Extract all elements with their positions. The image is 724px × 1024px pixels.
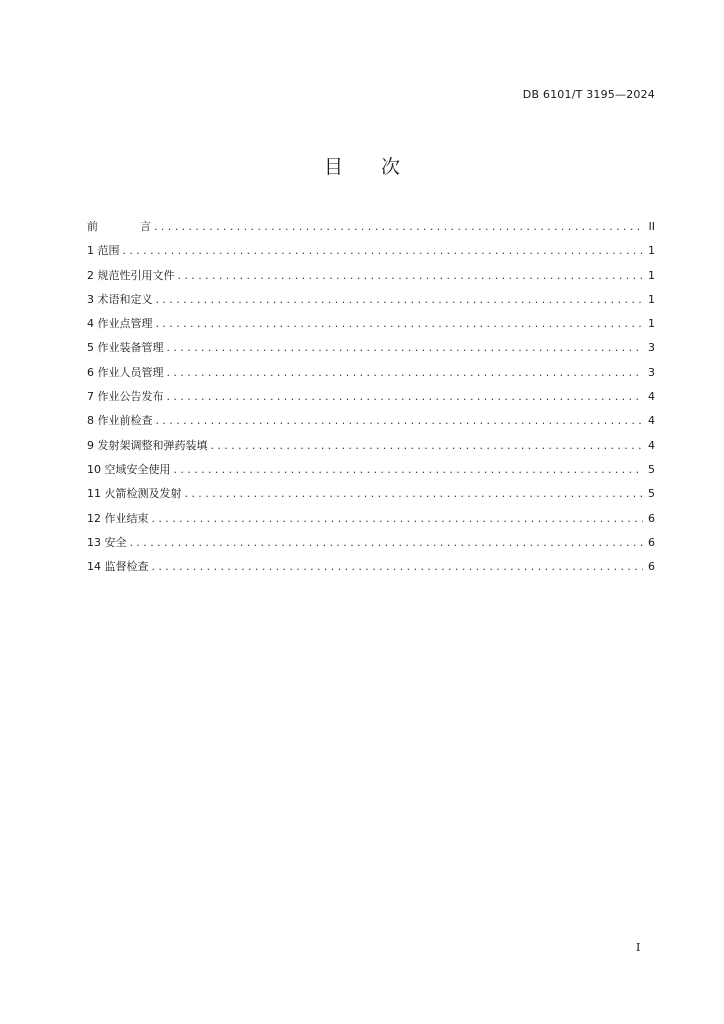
toc-item-label: 5 作业装备管理 [87,341,164,355]
toc-item-page: 5 [648,462,655,476]
toc-title-char-2: 次 [381,156,401,178]
toc-item-page: 6 [648,511,655,525]
toc-item-preface[interactable] [87,218,655,242]
toc-title [0,152,724,179]
toc-item-label: 前 言 [87,220,151,233]
toc-item-page: 1 [648,268,655,282]
toc-item-label: 10 空域安全使用 [87,462,171,476]
toc-item-page: 5 [648,487,655,501]
toc-item-label: 13 安全 [87,535,127,549]
toc-leader-dots [154,220,643,233]
toc-item-page: 3 [648,341,655,355]
toc-item-terms-definitions[interactable] [87,291,655,315]
toc-item-operation-end[interactable] [87,510,655,534]
toc-item-label: 3 术语和定义 [87,292,153,306]
toc-leader-dots [178,269,644,282]
toc-leader-dots [123,244,644,257]
toc-item-equipment-management[interactable] [87,339,655,363]
toc-item-page: 4 [648,390,655,404]
toc-item-label: 14 监督检查 [87,560,149,574]
toc-item-page: 1 [648,292,655,306]
document-code: DB 6101/T 3195—2024 [522,88,655,101]
toc-leader-dots [174,463,644,476]
toc-leader-dots [156,317,644,330]
page-number: I [636,941,641,954]
toc-leader-dots [167,341,644,354]
toc-leader-dots [185,487,644,500]
toc-item-page: 4 [648,414,655,428]
toc-item-rocket-launch[interactable] [87,485,655,509]
toc-title-char-1: 目 [323,156,343,178]
toc-leader-dots [167,390,644,403]
toc-item-label: 4 作业点管理 [87,317,153,331]
toc-item-page: 3 [648,365,655,379]
toc-item-label: 6 作业人员管理 [87,365,164,379]
toc-item-scope[interactable] [87,242,655,266]
toc-item-launcher-adjustment[interactable] [87,437,655,461]
toc-item-personnel-management[interactable] [87,364,655,388]
toc-leader-dots [156,293,644,306]
toc-leader-dots [211,439,644,452]
toc-leader-dots [152,560,644,573]
toc-item-safety[interactable] [87,534,655,558]
toc-item-label: 11 火箭检测及发射 [87,487,182,501]
toc-leader-dots [156,414,644,427]
toc-leader-dots [130,536,644,549]
toc-item-page: 1 [648,317,655,331]
toc-item-supervision[interactable] [87,558,655,582]
toc-item-label: 9 发射架调整和弹药装填 [87,438,208,452]
toc-item-label: 1 范围 [87,244,120,258]
toc-item-announcement[interactable] [87,388,655,412]
toc-item-page: II [648,220,655,233]
toc-item-label: 7 作业公告发布 [87,390,164,404]
toc-list [87,218,655,582]
toc-item-page: 6 [648,560,655,574]
toc-leader-dots [167,366,644,379]
toc-item-operation-site-management[interactable] [87,315,655,339]
toc-item-label: 12 作业结束 [87,511,149,525]
toc-item-normative-references[interactable] [87,267,655,291]
toc-item-label: 2 规范性引用文件 [87,268,175,282]
toc-item-page: 6 [648,535,655,549]
toc-item-airspace-safety[interactable] [87,461,655,485]
toc-item-page: 1 [648,244,655,258]
toc-leader-dots [152,512,644,525]
toc-item-label: 8 作业前检查 [87,414,153,428]
toc-item-page: 4 [648,438,655,452]
toc-item-pre-operation-check[interactable] [87,412,655,436]
